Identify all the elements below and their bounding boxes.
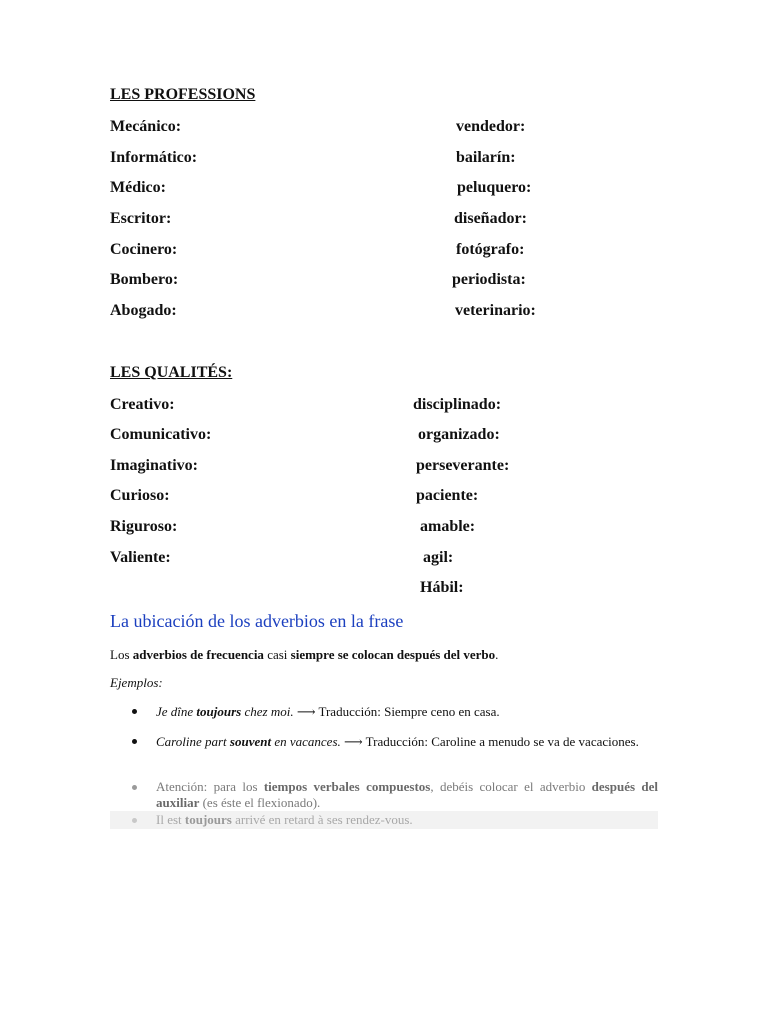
example-bold: toujours (184, 812, 232, 827)
bullet-icon (132, 785, 137, 790)
professions-row (0, 118, 768, 138)
qualities-row (0, 396, 768, 416)
note-item (110, 779, 658, 811)
example-bold: toujours (196, 704, 242, 719)
example-text: chez moi. (241, 704, 294, 719)
professions-row (0, 149, 768, 169)
quality-right: paciente: (416, 487, 479, 504)
professions-row (0, 241, 768, 261)
adverbs-intro (110, 647, 498, 663)
quality-right: amable: (420, 518, 476, 535)
quality-left: Imaginativo: (110, 457, 198, 474)
intro-bold: siempre se colocan después del verbo (290, 647, 496, 662)
professions-row (0, 210, 768, 230)
example-translation: ⟶ Traducción: Caroline a menudo se va de vacaciones. (340, 734, 639, 749)
qualities-row (0, 426, 768, 446)
example-text: Je dîne (156, 704, 197, 719)
intro-text: Los (110, 647, 133, 662)
profession-left: Informático: (110, 149, 198, 166)
intro-text: casi (263, 647, 291, 662)
profession-left: Abogado: (110, 302, 177, 319)
bullet-icon (132, 818, 137, 823)
profession-left: Médico: (110, 179, 166, 196)
qualities-row (0, 518, 768, 538)
profession-right: peluquero: (457, 179, 532, 196)
note-text: , debéis colocar el adverbio (430, 779, 592, 794)
adverbs-section-title: La ubicación de los adverbios en la frase (110, 611, 404, 631)
profession-left: Mecánico: (110, 118, 182, 135)
profession-right: diseñador: (454, 210, 527, 227)
examples-label: Ejemplos: (110, 675, 163, 690)
qualities-row (0, 487, 768, 507)
qualities-row (0, 549, 768, 569)
note-bold: tiempos verbales compuestos (263, 779, 431, 794)
example-item (110, 728, 658, 756)
quality-right: Hábil: (420, 579, 464, 596)
professions-row (0, 179, 768, 199)
profession-left: Escritor: (110, 210, 172, 227)
profession-right: bailarín: (456, 149, 516, 166)
qualities-heading: LES QUALITÉS: (110, 364, 233, 381)
quality-left: Valiente: (110, 549, 171, 566)
profession-right: periodista: (452, 271, 526, 288)
professions-row (0, 302, 768, 322)
note-text: (es éste el flexionado). (199, 795, 321, 810)
example-item (110, 698, 658, 726)
quality-right: agil: (423, 549, 454, 566)
intro-text: . (495, 647, 499, 662)
profession-left: Bombero: (110, 271, 179, 288)
qualities-row (0, 579, 768, 599)
quality-left: Riguroso: (110, 518, 178, 535)
example-item (110, 811, 658, 829)
profession-right: fotógrafo: (456, 241, 525, 258)
qualities-row (0, 457, 768, 477)
quality-right: organizado: (418, 426, 500, 443)
example-text: Il est (156, 812, 185, 827)
profession-right: veterinario: (455, 302, 536, 319)
quality-left: Creativo: (110, 396, 175, 413)
quality-left: Curioso: (110, 487, 170, 504)
example-text: arrivé en retard à ses rendez-vous. (231, 812, 413, 827)
professions-heading: LES PROFESSIONS (110, 86, 256, 103)
example-bold: souvent (229, 734, 272, 749)
example-translation: ⟶ Traducción: Siempre ceno en casa. (293, 704, 500, 719)
note-text: Atención: para los (156, 779, 264, 794)
profession-right: vendedor: (456, 118, 526, 135)
professions-row (0, 271, 768, 291)
note-bold: después del auxiliar (156, 779, 658, 810)
example-text: en vacances. (271, 734, 341, 749)
quality-right: perseverante: (416, 457, 510, 474)
bullet-icon (132, 709, 137, 714)
quality-left: Comunicativo: (110, 426, 212, 443)
quality-right: disciplinado: (413, 396, 502, 413)
intro-bold: adverbios de frecuencia (132, 647, 264, 662)
profession-left: Cocinero: (110, 241, 178, 258)
example-text: Caroline part (156, 734, 230, 749)
bullet-icon (132, 739, 137, 744)
